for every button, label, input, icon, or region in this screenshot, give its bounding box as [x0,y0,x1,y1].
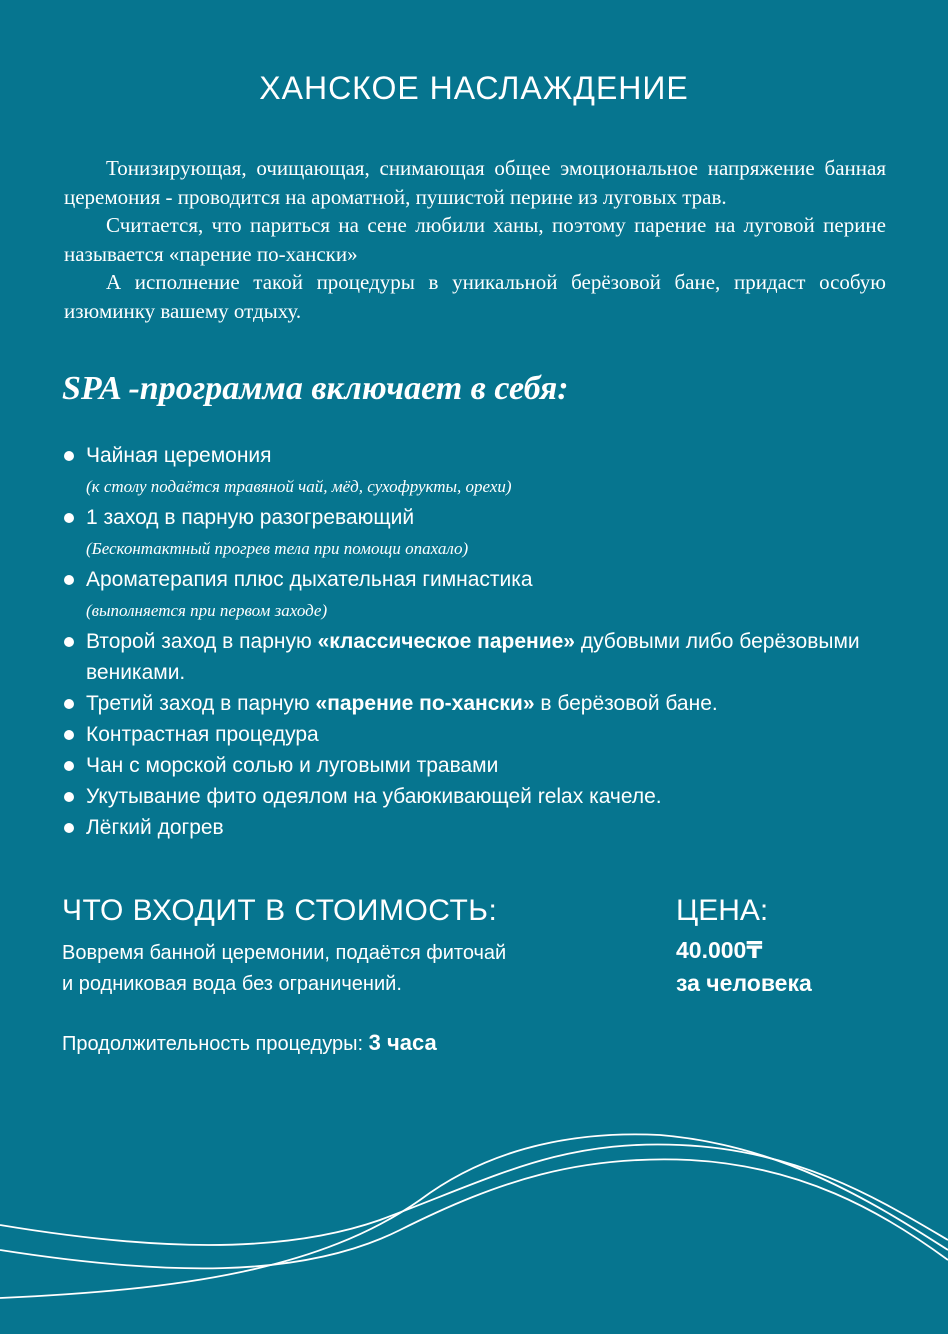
intro-text [64,154,886,325]
program-item-text: Контрастная процедура [86,723,319,746]
program-item-text: Чайная церемония [86,444,272,467]
wave-line [0,1134,948,1298]
program-item-highlight: «парение по-хански» [315,692,535,715]
intro-paragraph: Тонизирующая, очищающая, снимающая общее эмоциональное напряжение банная церемония - проводится на ароматной, пушистой перине из луговых трав. [64,156,886,209]
page-title: ХАНСКОЕ НАСЛАЖДЕНИЕ [259,70,689,106]
bullet-icon [64,823,74,833]
bullet-icon [64,730,74,740]
bullet-icon [64,513,74,523]
program-item-text: Чан с морской солью и луговыми травами [86,754,499,777]
included-line: Вовремя банной церемонии, подаётся фиточай [62,942,507,964]
program-item-note: (к столу подаётся травяной чай, мёд, сухофрукты, орехи) [86,477,512,496]
program-item-text: Укутывание фито одеялом на убаюкивающей relax качеле. [86,785,662,808]
bullet-icon [64,792,74,802]
program-item-note: (Бесконтактный прогрев тела при помощи опахало) [86,539,469,558]
program-item-text: дубовыми либо берёзовыми вениками. [86,630,860,684]
spa-program-item [62,564,892,626]
program-item-text: Второй заход в парную [86,630,318,653]
spa-program-item [62,440,892,502]
spa-program-list [62,440,892,843]
bullet-icon [64,637,74,647]
bullet-icon [64,575,74,585]
program-item-text: 1 заход в парную разогревающий [86,506,415,529]
spa-program-item [62,626,892,688]
wave-line [0,1145,948,1245]
price-block [676,934,812,1000]
wave-line [0,1159,948,1268]
intro-paragraph: Считается, что париться на сене любили ханы, поэтому парение на луговой перине называется «парение по-хански» [64,213,886,266]
spa-program-item [62,688,892,719]
price-heading: ЦЕНА: [676,894,769,927]
program-item-text: Лёгкий догрев [86,816,224,839]
price-amount: 40.000₸ [676,937,763,963]
duration-line [62,1030,437,1056]
included-line: и родниковая вода без ограничений. [62,973,402,995]
spa-program-heading: SPA -программа включает в себя: [62,370,569,407]
program-item-note: (выполняется при первом заходе) [86,601,328,620]
intro-paragraph: А исполнение такой процедуры в уникальной берёзовой бане, придаст особую изюминку вашему отдыху. [64,270,886,323]
bullet-icon [64,451,74,461]
spa-program-item [62,812,892,843]
price-per-person: за человека [676,970,812,996]
program-item-text: в берёзовой бане. [534,692,718,715]
included-heading: ЧТО ВХОДИТ В СТОИМОСТЬ: [62,894,498,927]
spa-program-item [62,750,892,781]
spa-program-item [62,781,892,812]
duration-label: Продолжительность процедуры: [62,1033,369,1055]
spa-program-item [62,719,892,750]
bullet-icon [64,699,74,709]
program-item-text: Ароматерапия плюс дыхательная гимнастика [86,568,533,591]
duration-value: 3 часа [368,1030,437,1055]
program-item-highlight: «классическое парение» [317,630,575,653]
bullet-icon [64,761,74,771]
spa-program-item [62,502,892,564]
decorative-waves [0,1100,948,1334]
program-item-text: Третий заход в парную [86,692,316,715]
included-text [62,938,622,1000]
